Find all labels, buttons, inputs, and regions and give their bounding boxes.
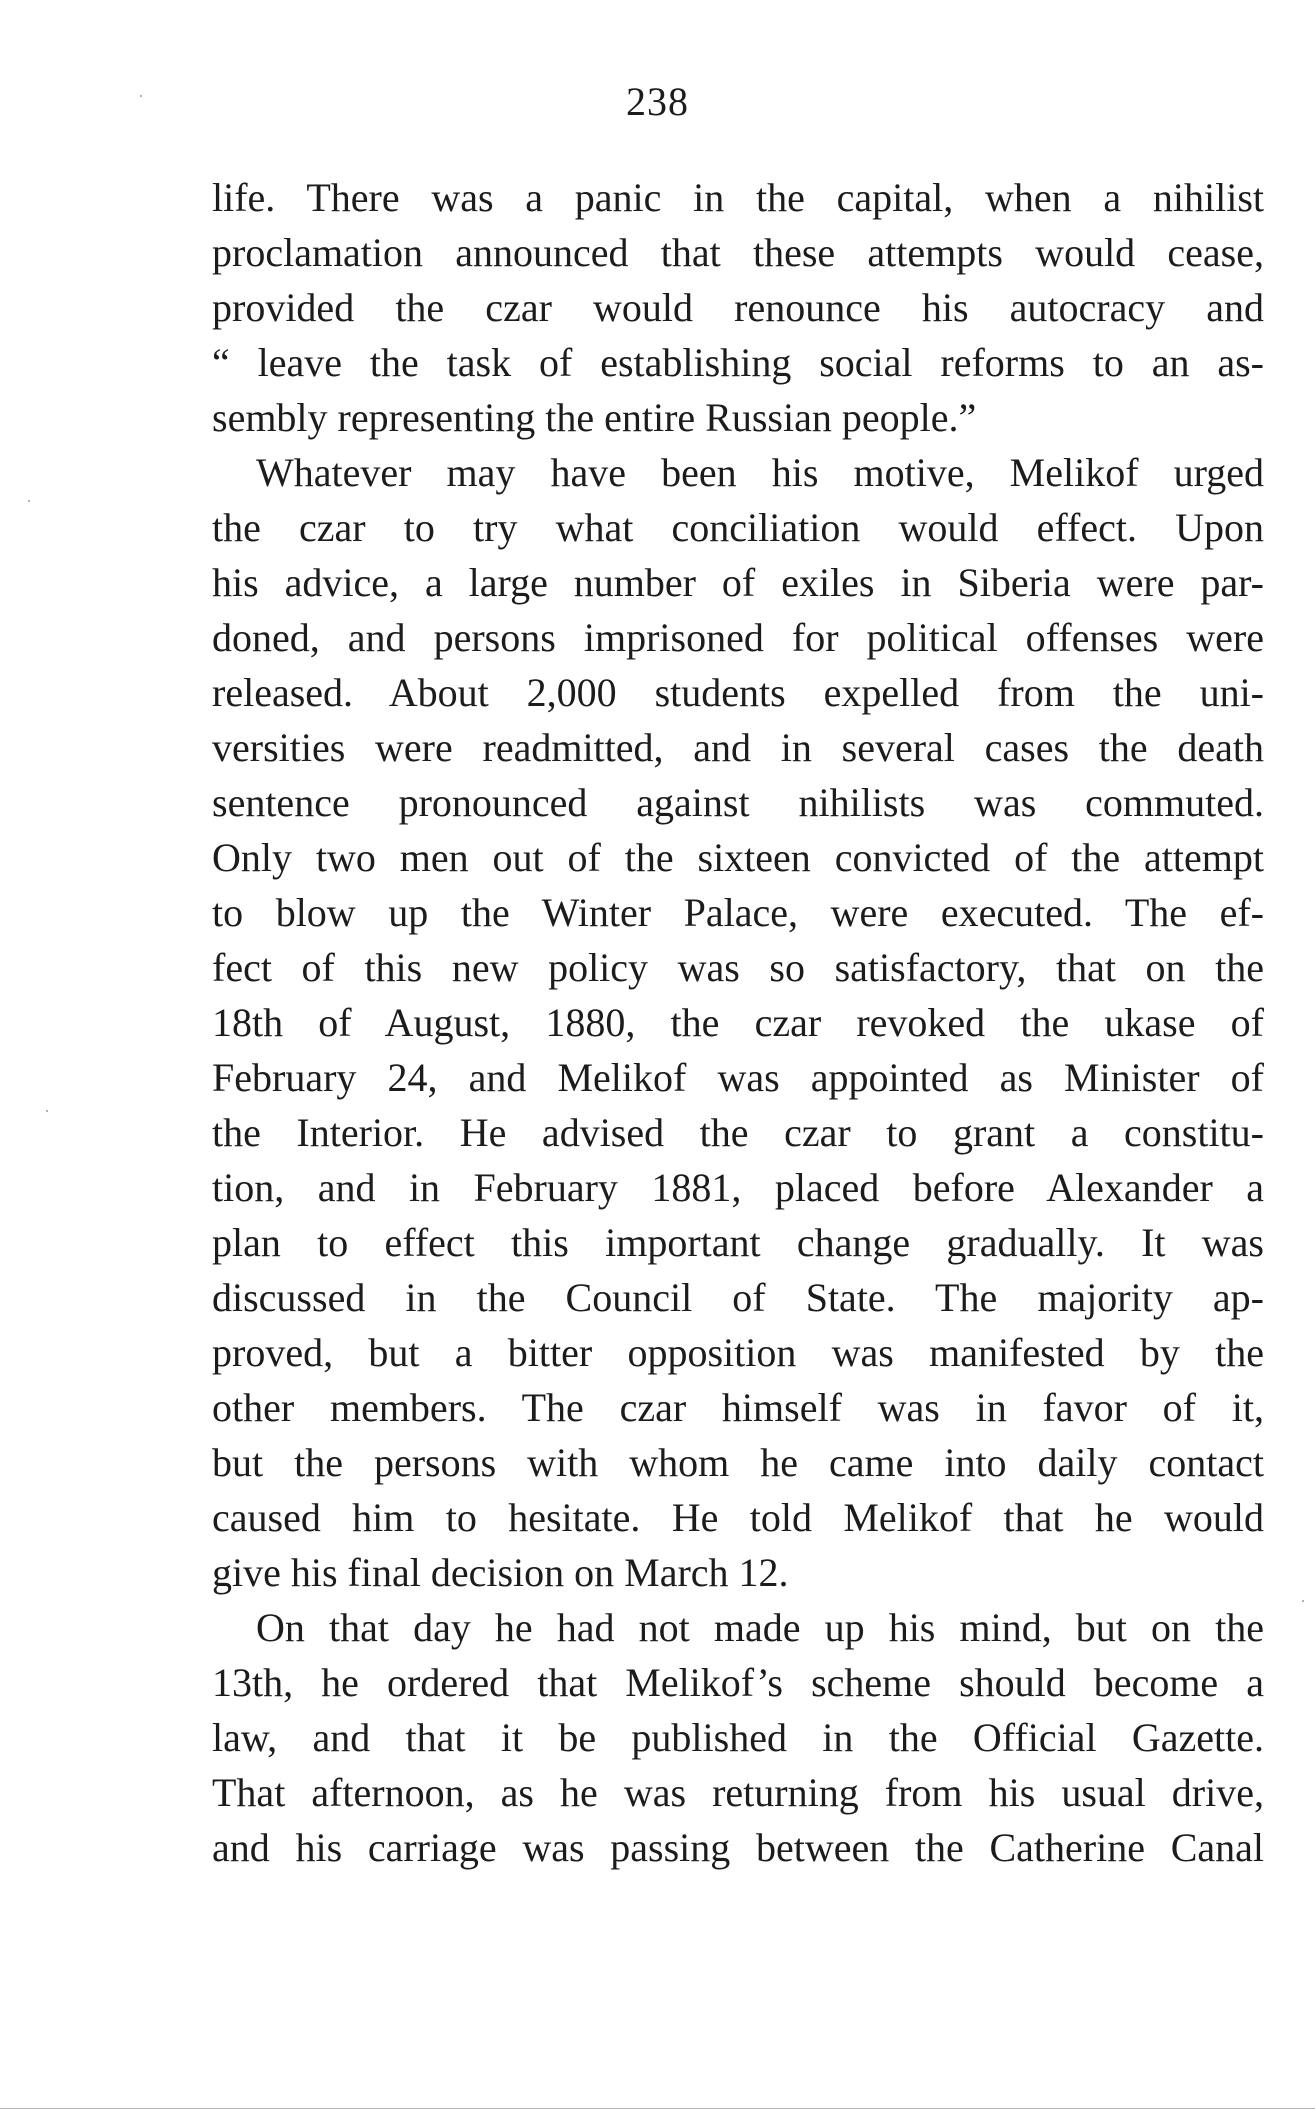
text-line: doned, and persons imprisoned for political offenses were <box>212 615 1264 660</box>
text-line: Only two men out of the sixteen convicted of the attempt <box>212 835 1264 880</box>
text-line: tion, and in February 1881, placed before Alexander a <box>212 1165 1264 1210</box>
text-line: Whatever may have been his motive, Melikof urged <box>256 450 1264 495</box>
text-line: versities were readmitted, and in several cases the death <box>212 725 1264 770</box>
text-line: 18th of August, 1880, the czar revoked the ukase of <box>212 1000 1264 1045</box>
text-line: life. There was a panic in the capital, when a nihilist <box>212 175 1264 220</box>
text-line: “ leave the task of establishing social reforms to an as- <box>212 340 1264 385</box>
paper-speck <box>46 1110 48 1112</box>
page-number: 238 <box>626 79 689 124</box>
text-line: That afternoon, as he was returning from his usual drive, <box>212 1770 1264 1815</box>
text-line: law, and that it be published in the Official Gazette. <box>212 1715 1264 1760</box>
text-line: other members. The czar himself was in favor of it, <box>212 1385 1264 1430</box>
body-text <box>212 170 1264 1875</box>
paper-speck <box>140 95 142 97</box>
text-line: 13th, he ordered that Melikof’s scheme should become a <box>212 1660 1264 1705</box>
text-line: February 24, and Melikof was appointed as Minister of <box>212 1055 1264 1100</box>
text-line: to blow up the Winter Palace, were executed. The ef- <box>212 890 1264 935</box>
text-line: sembly representing the entire Russian people.” <box>212 395 977 440</box>
paper-speck <box>1302 1600 1304 1602</box>
text-line: On that day he had not made up his mind, but on the <box>256 1605 1264 1650</box>
text-line: sentence pronounced against nihilists was commuted. <box>212 780 1264 825</box>
text-line: caused him to hesitate. He told Melikof that he would <box>212 1495 1264 1540</box>
text-line: provided the czar would renounce his autocracy and <box>212 285 1264 330</box>
text-line: released. About 2,000 students expelled from the uni- <box>212 670 1264 715</box>
text-line: give his final decision on March 12. <box>212 1550 789 1595</box>
text-line: his advice, a large number of exiles in Siberia were par- <box>212 560 1264 605</box>
text-line: and his carriage was passing between the Catherine Canal <box>212 1825 1264 1870</box>
bottom-edge-line <box>0 2108 1315 2109</box>
paper-speck <box>28 500 30 502</box>
text-line: fect of this new policy was so satisfactory, that on the <box>212 945 1264 990</box>
text-line: proved, but a bitter opposition was manifested by the <box>212 1330 1264 1375</box>
text-line: the czar to try what conciliation would effect. Upon <box>212 505 1264 550</box>
text-line: proclamation announced that these attempts would cease, <box>212 230 1264 275</box>
text-line: plan to effect this important change gradually. It was <box>212 1220 1264 1265</box>
text-line: the Interior. He advised the czar to grant a constitu- <box>212 1110 1264 1155</box>
text-line: discussed in the Council of State. The majority ap- <box>212 1275 1264 1320</box>
text-line: but the persons with whom he came into daily contact <box>212 1440 1264 1485</box>
